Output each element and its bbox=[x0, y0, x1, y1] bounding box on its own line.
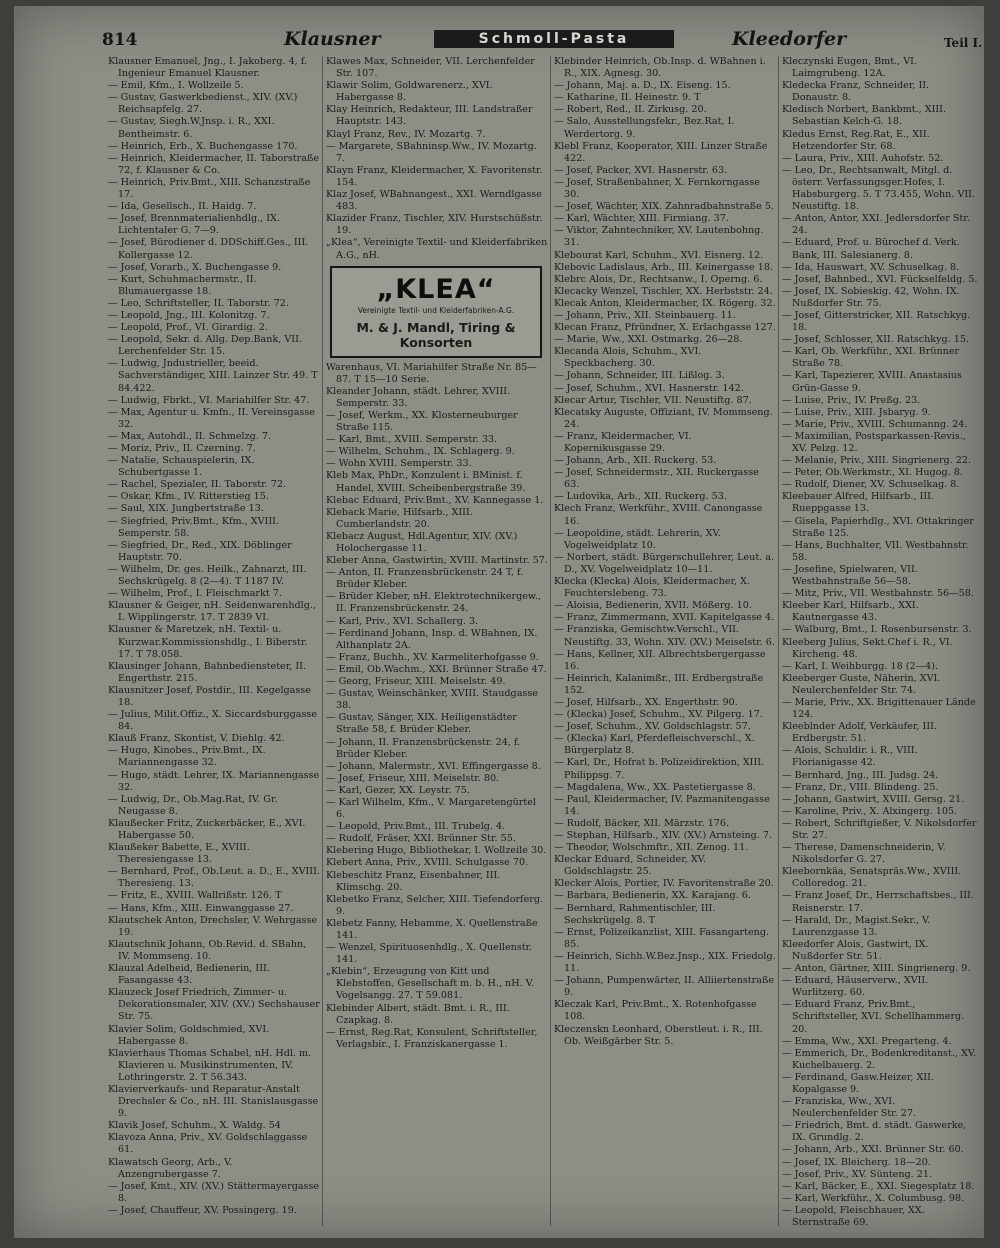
directory-entry: — Karl, Dr., Hofrat b. Polizeidirektion, XIII. Philippsg. 7. bbox=[554, 757, 765, 781]
directory-entry: — Josef, Bürodiener d. DDSchiff.Ges., III. Kollergasse 12. bbox=[108, 237, 309, 261]
directory-entry: — Franz Josef, Dr., Herrschaftsbes., III. Reisnerstr. 17. bbox=[782, 890, 974, 914]
directory-entry: Klausinger Johann, Bahnbediensteter, II. Engerthstr. 215. bbox=[108, 660, 306, 684]
directory-entry: Klavik Josef, Schuhm., X. Waldg. 54 bbox=[108, 1120, 281, 1132]
directory-entry: — Josef, Priv., XV. Sünteng. 21. bbox=[782, 1168, 933, 1180]
column-2-bottom bbox=[326, 362, 548, 1051]
directory-entry: Klauß Franz, Skontist, V. Diehlg. 42. bbox=[108, 733, 285, 745]
directory-entry: Kledecka Franz, Schneider, II. Donaustr. 8. bbox=[782, 80, 930, 104]
directory-entry: — Karl, Priv., XVI. Schallerg. 3. bbox=[326, 615, 479, 627]
directory-entry: — Josef, Schlosser, XII. Ratschkyg. 15. bbox=[782, 334, 970, 346]
directory-entry: Klecacky Wenzel, Tischler, XX. Herbststr. 24. bbox=[554, 285, 773, 297]
directory-entry: „Klebin“, Erzeugung von Kitt und Klebstoffen, Gesellschaft m. b. H., nH. V. Vogelsangg. 27. T 59.081. bbox=[326, 966, 535, 1002]
directory-entry: — Karl Wilhelm, Kfm., V. Margaretengürtel 6. bbox=[326, 796, 536, 821]
directory-entry: — Karl, Bmt., XVIII. Semperstr. 33. bbox=[326, 434, 498, 446]
directory-entry: Klawes Max, Schneider, VII. Lerchenfelder Str. 107. bbox=[326, 56, 535, 80]
directory-entry: — Julius, Milit.Offiz., X. Siccardsburggasse 84. bbox=[108, 709, 318, 733]
directory-entry: — Franz, Dr., VIII. Blindeng. 25. bbox=[782, 781, 939, 793]
directory-entry: — Ludwig, Jndustrieller, beeid. Sachverständiger, XIII. Lainzer Str. 49. T 84.422. bbox=[108, 358, 318, 394]
directory-entry: — Karl, Gezer, XX. Leystr. 75. bbox=[326, 784, 470, 796]
directory-entry: Klebinder Heinrich, Ob.Insp. d. WBahnen i. R., XIX. Agnesg. 30. bbox=[554, 56, 766, 80]
part-label: Teil I. bbox=[944, 36, 983, 50]
directory-entry: Klavier Solim, Goldschmied, XVI. Habergasse 8. bbox=[108, 1023, 270, 1047]
directory-entry: Klawir Solim, Goldwarenerz., XVI. Habergasse 8. bbox=[326, 80, 493, 104]
directory-entry: „Klea“, Vereinigte Textil- und Kleiderfabriken A.G., nH. bbox=[326, 237, 548, 261]
directory-entry: Kleeblnder Adolf, Verkäufer, III. Erdbergstr. 51. bbox=[782, 721, 937, 745]
directory-entry: — Bernhard, Prof., Ob.Leut. a. D., E., XVIII. Theresieng. 13. bbox=[108, 866, 320, 890]
klea-advertisement bbox=[330, 266, 542, 358]
column-4 bbox=[782, 56, 978, 1226]
directory-entry: — Rudolf, Fräser, XXI. Brünner Str. 55. bbox=[326, 833, 516, 845]
directory-entry: — Josef, Kmt., XIV. (XV.) Stättermayergasse 8. bbox=[108, 1180, 320, 1204]
directory-entry: — Hans, Kellner, XII. Albrechtsbergergasse 16. bbox=[554, 648, 766, 672]
directory-entry: — Aloisia, Bedienerin, XVII. Mößerg. 10. bbox=[554, 600, 752, 612]
directory-entry: — Gustav, Siegh.W.Jnsp. i. R., XXI. Bentheimstr. 6. bbox=[108, 116, 275, 140]
column-divider bbox=[778, 56, 779, 1226]
directory-entry: — Anton, II. Franzensbrückenstr. 24 T, f. Brüder Kleber. bbox=[326, 567, 524, 591]
directory-entry: — Eduard Franz, Priv.Bmt., Schriftsteller, XVI. Schellhammerg. 20. bbox=[782, 999, 965, 1035]
directory-entry: — Harald, Dr., Magist.Sekr., V. Laurenzgasse 13. bbox=[782, 914, 931, 938]
directory-entry: Klecan Franz, Pfründner, X. Erlachgasse 127. bbox=[554, 322, 776, 334]
directory-entry: Klecar Artur, Tischler, VII. Neustiftg. 87. bbox=[554, 394, 752, 406]
directory-entry: Klebinder Albert, städt. Bmt. i. R., III. Czapkag. 8. bbox=[326, 1002, 510, 1026]
directory-entry: — Leopoldine, städt. Lehrerin, XV. Vogelweidplatz 10. bbox=[554, 527, 721, 551]
directory-entry: — Ernst, Reg.Rat, Konsulent, Schriftsteller, Verlagsbir., I. Franziskanergasse 1. bbox=[326, 1026, 538, 1050]
directory-entry: — Karl, I. Weihburgg. 18 (2—4). bbox=[782, 660, 939, 672]
directory-entry: — Emma, Ww., XXI. Pregarteng. 4. bbox=[782, 1035, 952, 1047]
directory-entry: Klausner & Geiger, nH. Seidenwarenhdlg., I. Wipplingerstr. 17. T 2839 VI. bbox=[108, 600, 316, 624]
directory-entry: — Josef, IX. Sobieskig. 42, Wohn. IX. Nußdorfer Str. 75. bbox=[782, 285, 960, 309]
directory-entry: — Emil, Ob.Wachm., XXI. Brünner Straße 47. bbox=[326, 663, 547, 675]
directory-entry: — Robert, Red., II. Zirkusg. 20. bbox=[554, 104, 707, 116]
directory-entry: — Siegfried, Priv.Bmt., Kfm., XVIII. Semperstr. 58. bbox=[108, 515, 279, 539]
directory-entry: — Friedrich, Bmt. d. städt. Gaswerke, IX. Grundlg. 2. bbox=[782, 1120, 967, 1144]
directory-entry: Kledisch Norbert, Bankbmt., XIII. Sebastian Kelch-G. 18. bbox=[782, 104, 947, 128]
directory-entry: — Bernhard, Rahmentischler, III. Sechskrügelg. 8. T bbox=[554, 902, 716, 926]
directory-entry: Klautschnik Johann, Ob.Revid. d. SBahn, IV. Mommseng. 10. bbox=[108, 938, 307, 962]
directory-entry: — Laura, Priv., XIII. Auhofstr. 52. bbox=[782, 152, 944, 164]
directory-entry: Klebetko Franz, Selcher, XIII. Tiefendorferg. 9. bbox=[326, 893, 544, 917]
directory-entry: Klebourat Karl, Schuhm., XVI. Eisnerg. 12. bbox=[554, 249, 764, 261]
directory-entry: — Gisela, Papierhdlg., XVI. Ottakringer Straße 125. bbox=[782, 515, 974, 539]
directory-entry: — Josef, Bahnbed., XVI. Fückselfeldg. 5. bbox=[782, 273, 978, 285]
directory-entry: Klautschek Anton, Drechsler, V. Wehrgasse 19. bbox=[108, 914, 318, 938]
directory-entry: — Therese, Damenschneiderin, V. Nikolsdorfer G. 27. bbox=[782, 842, 946, 866]
directory-entry: — Leopold, Jng., III. Kolonitzg. 7. bbox=[108, 309, 270, 321]
page-header bbox=[14, 6, 984, 50]
directory-entry: — Josef, Wächter, XIX. Zahnradbahnstraße 5. bbox=[554, 201, 774, 213]
directory-entry: — Fritz, E., XVIII. Wallrißstr. 126. T bbox=[108, 890, 282, 902]
directory-entry: — Karl, Wächter, XIII. Firmiang. 37. bbox=[554, 213, 729, 225]
column-divider bbox=[550, 56, 551, 1226]
directory-entry: — Franz, Kleidermacher, VI. Kopernikusgasse 29. bbox=[554, 430, 692, 454]
directory-entry: — Gustav, Sänger, XIX. Heiligenstädter Straße 58, f. Brüder Kleber. bbox=[326, 712, 517, 736]
directory-entry: Klaußeker Babette, E., XVIII. Theresiengasse 13. bbox=[108, 842, 250, 866]
directory-entry: — Heinrich, Sichh.W.Bez.Jnsp., XIX. Friedolg. 11. bbox=[554, 950, 776, 975]
directory-entry: — Franz, Zimmermann, XVII. Kapitelgasse 4. bbox=[554, 612, 775, 624]
column-2-top bbox=[326, 56, 548, 262]
directory-entry: Klavoza Anna, Priv., XV. Goldschlaggasse 61. bbox=[108, 1132, 308, 1156]
directory-entry: — Hans, Kfm., XIII. Einwanggasse 27. bbox=[108, 902, 294, 914]
directory-entry: — Karl, Bäcker, E., XXI. Siegesplatz 18. bbox=[782, 1180, 975, 1192]
directory-entry: — Josef, IX. Bleicherg. 18—20. bbox=[782, 1156, 931, 1168]
directory-entry: — Franz, Buchh., XV. Karmeliterhofgasse 9. bbox=[326, 651, 539, 663]
directory-entry: — Josef, Schuhm., XVI. Hasnerstr. 142. bbox=[554, 382, 744, 394]
directory-entry: — Ida, Gesellsch., II. Haidg. 7. bbox=[108, 201, 257, 213]
directory-entry: — Ludwig, Dr., Ob.Mag.Rat, IV. Gr. Neugasse 8. bbox=[108, 793, 278, 817]
directory-entry: — Magdalena, Ww., XX. Pastetiergasse 8. bbox=[554, 781, 756, 793]
directory-entry: — Brüder Kleber, nH. Elektrotechnikergew., II. Franzensbrückenstr. 24. bbox=[326, 591, 542, 615]
directory-entry: — Margarete, SBahninsp.Ww., IV. Mozartg. 7. bbox=[326, 140, 537, 164]
directory-entry: — Heinrich, Kalanimßr., III. Erdbergstraße 152. bbox=[554, 672, 764, 696]
directory-entry: — Norbert, städt. Bürgerschullehrer, Leut. a. D., XV. Vogelweidplatz 10—11. bbox=[554, 551, 775, 575]
directory-entry: — Emmerich, Dr., Bodenkreditanst., XV. Kuchelbauerg. 2. bbox=[782, 1047, 977, 1071]
directory-entry: — Wenzel, Spirituosenhdlg., X. Quellenstr. 141. bbox=[326, 942, 533, 966]
left-running-head: Klausner bbox=[284, 28, 381, 50]
directory-entry: — Melanie, Priv., XIII. Singrienerg. 22. bbox=[782, 455, 972, 467]
directory-entry: Kleeberg Julius, Sekt.Chef i. R., VI. Kircheng. 48. bbox=[782, 636, 953, 660]
directory-entry: — Karl, Tapezierer, XVIII. Anastasius Grün-Gasse 9. bbox=[782, 370, 962, 394]
directory-entry: — Alois, Schuldir. i. R., VIII. Florianigasse 42. bbox=[782, 745, 918, 769]
directory-entry: — Johann, Pumpenwärter, II. Alliiertenstraße 9. bbox=[554, 975, 775, 999]
directory-entry: — Luise, Priv., IV. Preßg. 23. bbox=[782, 394, 921, 406]
directory-entry: — Hugo, städt. Lehrer, IX. Mariannengasse 32. bbox=[108, 769, 320, 793]
directory-entry: — Marie, Priv., XVIII. Schumanng. 24. bbox=[782, 418, 968, 430]
directory-entry: — Josef, Gitterstricker, XII. Ratschkyg. 18. bbox=[782, 309, 971, 334]
directory-entry: — Josef, Friseur, XIII. Meiselstr. 80. bbox=[326, 772, 500, 784]
directory-entry: — Walburg, Bmt., I. Rosenbursenstr. 3. bbox=[782, 624, 972, 636]
directory-entry: Klaußecker Fritz, Zuckerbäcker, E., XVI. Habergasse 50. bbox=[108, 817, 306, 841]
directory-entry: — Leo, Dr., Rechtsanwalt, Mitgl. d. österr. Verfassungsger.Hofes, I. Habsburgerg. 5. T 73.455, Wohn. VII. Neustiftg. 18. bbox=[782, 164, 976, 213]
directory-entry: — Karoline, Priv., X. Alxingerg. 105. bbox=[782, 805, 958, 817]
directory-entry: — Franziska, Gemischtw.Verschl., VII. Neustiftg. 33, Wohn. XIV. (XV.) Meiselstr. 6. bbox=[554, 624, 775, 648]
directory-entry: — Georg, Friseur, XIII. Meiselstr. 49. bbox=[326, 676, 506, 688]
directory-entry: Klebrc Alois, Dr., Rechtsanw., I. Operng. 6. bbox=[554, 273, 763, 285]
directory-entry: — Ludwig, Fbrkt., VI. Mariahilfer Str. 47. bbox=[108, 394, 310, 406]
directory-entry: — Marie, Priv., XX. Brigittenauer Lände 124. bbox=[782, 696, 976, 721]
directory-entry: — Hugo, Kinobes., Priv.Bmt., IX. Mariannengasse 32. bbox=[108, 745, 266, 769]
directory-entry: — Heinrich, Priv.Bmt., XIII. Schanzstraße 17. bbox=[108, 176, 311, 201]
directory-entry: — Johann, Arb., XII. Ruckerg. 53. bbox=[554, 455, 717, 467]
directory-entry: — Mitz, Priv., VII. Westbahnstr. 56—58. bbox=[782, 588, 974, 600]
ad-firm: M. & J. Mandl, Tiring & Konsorten bbox=[356, 319, 516, 350]
directory-entry: — Josef, Brennmaterialienhdlg., IX. Lichtentaler G. 7—9. bbox=[108, 213, 280, 237]
directory-entry: Kleckar Eduard, Schneider, XV. Goldschlagstr. 25. bbox=[554, 854, 706, 878]
directory-entry: — Gustav, Weinschänker, XVIII. Staudgasse 38. bbox=[326, 688, 538, 712]
right-running-head: Kleedorfer bbox=[732, 28, 847, 50]
ad-subtitle: Vereinigte Textil- und Kleiderfabriken-A.G. bbox=[357, 305, 515, 315]
directory-entry: Klauzeck Josef Friedrich, Zimmer- u. Dekorationsmaler, XIV. (XV.) Sechshauser Str. 75. bbox=[108, 987, 320, 1023]
directory-entry: — Moriz, Priv., II. Czerning. 7. bbox=[108, 443, 256, 454]
directory-entry: Kleeber Karl, Hilfsarb., XXI. Kautnergasse 43. bbox=[782, 600, 919, 624]
directory-entry: — Ferdinand Johann, Insp. d. WBahnen, IX. Althanplatz 2A. bbox=[326, 627, 538, 651]
directory-entry: Klausnitzer Josef, Postdir., III. Kegelgasse 18. bbox=[108, 684, 311, 708]
directory-entry: — Karl, Werkführ., X. Columbusg. 98. bbox=[782, 1192, 965, 1204]
directory-entry: — Kurt, Schuhmachermstr., II. Blumauergasse 18. bbox=[108, 273, 257, 297]
directory-entry: — Josefine, Spielwaren, VII. Westbahnstraße 56—58. bbox=[782, 563, 918, 588]
directory-entry: — Maximilian, Postsparkassen-Revis., XV. Pelzg. 12. bbox=[782, 430, 966, 454]
directory-entry: — Gustav, Gaswerkbedienst., XIV. (XV.) Reichsapfelg. 27. bbox=[108, 92, 298, 116]
directory-entry: Kledus Ernst, Reg.Rat, E., XII. Hetzendorfer Str. 68. bbox=[782, 128, 930, 152]
directory-entry: Klecak Anton, Kleidermacher, IX. Rögerg. 32. bbox=[554, 297, 776, 309]
directory-entry: — Natalie, Schauspielerin, IX. Schubertgasse 1. bbox=[108, 455, 255, 479]
directory-entry: — Karl, Ob. Werkführ., XXI. Brünner Straße 78. bbox=[782, 346, 960, 370]
directory-entry: Kleebornkäa, Senatspräs.Ww., XVIII. Colloredog. 21. bbox=[782, 866, 962, 890]
directory-entry: Klecker Alois, Portier, IV. Favoritenstraße 20. bbox=[554, 878, 774, 890]
directory-entry: — Oskar, Kfm., IV. Ritterstieg 15. bbox=[108, 491, 269, 503]
directory-entry: Klebeschitz Franz, Eisenbahner, III. Klimschg. 20. bbox=[326, 869, 501, 893]
directory-entry: — Luise, Priv., XIII. Jsbaryg. 9. bbox=[782, 406, 931, 418]
directory-entry: — Johann, Malermstr., XVI. Effingergasse 8. bbox=[326, 760, 541, 772]
directory-entry: Klecanda Alois, Schuhm., XVI. Speckbacherg. 30. bbox=[554, 346, 702, 370]
directory-entry: Kleedorfer Alois, Gastwirt, IX. Nußdorfer Str. 51. bbox=[782, 938, 929, 962]
directory-entry: — Viktor, Zahntechniker, XV. Lautenbohng. 31. bbox=[554, 225, 764, 249]
directory-entry: — Leopold, Prof., VI. Girardig. 2. bbox=[108, 322, 268, 334]
directory-entry: — Johann, Priv., XII. Steinbauerg. 11. bbox=[554, 309, 736, 321]
directory-entry: — Josef, Werkm., XX. Klosterneuburger Straße 115. bbox=[326, 409, 518, 434]
directory-entry: — Wilhelm, Schuhm., IX. Schlagerg. 9. bbox=[326, 446, 515, 458]
directory-entry: — Josef, Vorarb., X. Buchengasse 9. bbox=[108, 261, 282, 273]
directory-entry: Klausner & Maretzek, nH. Textil- u. Kurzwar.Kommissionshdlg., I. Biberstr. 17. T 78.058. bbox=[108, 624, 308, 660]
directory-entry: Klebl Franz, Kooperator, XIII. Linzer Straße 422. bbox=[554, 140, 768, 164]
directory-entry: — Peter, Ob.Werkmstr., XI. Hugog. 8. bbox=[782, 467, 963, 479]
directory-entry: Kleczak Karl, Priv.Bmt., X. Rotenhofgasse 108. bbox=[554, 999, 757, 1023]
ad-title: „KLEA“ bbox=[376, 273, 496, 305]
directory-page bbox=[14, 6, 984, 1238]
directory-entry: — Wilhelm, Dr. ges. Heilk., Zahnarzt, III. Sechskrügelg. 8 (2—4). T 1187 IV. bbox=[108, 563, 307, 588]
directory-entry: Klayn Franz, Kleidermacher, X. Favoritenstr. 154. bbox=[326, 164, 543, 188]
directory-entry: Klebering Hugo, Bibliothekar, I. Wollzeile 30. bbox=[326, 845, 547, 857]
directory-entry: Kleb Max, PhDr., Konzulent i. BMinist. f. Handel, XVIII. Scheibenbergstraße 39. bbox=[326, 470, 526, 494]
directory-entry: — Johann, Schneider, III. Lißlog. 3. bbox=[554, 370, 725, 382]
directory-entry: — Siegfried, Dr., Red., XIX. Döblinger Hauptstr. 70. bbox=[108, 539, 292, 563]
directory-entry: — Rudolf, Bäcker, XII. Märzstr. 176. bbox=[554, 817, 730, 829]
directory-entry: — Katharine, II. Heinestr. 9. T bbox=[554, 92, 701, 104]
directory-entry: — Heinrich, Erb., X. Buchengasse 170. bbox=[108, 140, 298, 152]
directory-entry: — Bernhard, Jng., III. Judsg. 24. bbox=[782, 769, 939, 781]
directory-entry: — Ludovika, Arb., XII. Ruckerg. 53. bbox=[554, 491, 727, 503]
entry-columns bbox=[108, 56, 984, 1226]
directory-entry: — Salo, Ausstellungsfekr., Bez.Rat, I. Werdertorg. 9. bbox=[554, 116, 735, 140]
directory-entry: — Josef, Packer, XVI. Hasnerstr. 63. bbox=[554, 164, 728, 176]
directory-entry: Klauzal Adelheid, Bedienerin, III. Fasangasse 43. bbox=[108, 963, 270, 987]
directory-entry: Warenhaus, VI. Mariahilfer Straße Nr. 85—87. T 15—10 Serie. bbox=[326, 361, 537, 385]
directory-entry: — Max, Agentur u. Kmfn., II. Vereinsgasse 32. bbox=[108, 406, 315, 430]
directory-entry: Klausner Emanuel, Jng., I. Jakoberg. 4, f. Ingenieur Emanuel Klausner. bbox=[108, 56, 308, 80]
directory-entry: Klawatsch Georg, Arb., V. Anzengrubergasse 7. bbox=[108, 1156, 233, 1180]
directory-entry: — Leo, Schriftsteller, II. Taborstr. 72. bbox=[108, 297, 289, 309]
directory-entry: — Marie, Ww., XXI. Ostmarkg. 26—28. bbox=[554, 334, 743, 346]
directory-entry: — Leopold, Priv.Bmt., III. Trubelg. 4. bbox=[326, 821, 506, 833]
directory-entry: — Josef, Straßenbahner, X. Fernkorngasse 30. bbox=[554, 176, 760, 201]
directory-entry: — Wilhelm, Prof., I. Fleischmarkt 7. bbox=[108, 588, 282, 600]
directory-entry: — Johann, Maj. a. D., IX. Eiseng. 15. bbox=[554, 80, 731, 92]
directory-entry: — Leopold, Sekr. d. Allg. Dep.Bank, VII. Lerchenfelder Str. 15. bbox=[108, 334, 302, 358]
directory-entry: — Anton, Antor, XXI. Jedlersdorfer Str. 24. bbox=[782, 213, 970, 237]
directory-entry: — Emil, Kfm., I. Wollzeile 5. bbox=[108, 80, 244, 92]
directory-entry: Kleebauer Alfred, Hilfsarb., III. Rueppgasse 13. bbox=[782, 491, 934, 515]
directory-entry: — Franziska, Ww., XVI. Neulerchenfelder Str. 27. bbox=[782, 1096, 917, 1120]
directory-entry: — (Klecka) Josef, Schuhm., XV. Pilgerg. 17. bbox=[554, 709, 763, 721]
column-1 bbox=[108, 56, 320, 1226]
directory-entry: — Leopold, Fleischhauer, XX. Sternstraße 69. bbox=[782, 1204, 925, 1226]
directory-entry: Klebac Eduard, Priv.Bmt., XV. Kannegasse 1. bbox=[326, 494, 544, 506]
column-2 bbox=[326, 56, 548, 1226]
directory-entry: Kleber Anna, Gastwirtin, XVIII. Martinstr. 57. bbox=[326, 555, 548, 567]
directory-entry: — Heinrich, Kleidermacher, II. Taborstraße 72, f. Klausner & Co. bbox=[108, 152, 320, 176]
directory-entry: — Paul, Kleidermacher, IV. Pazmanitengasse 14. bbox=[554, 793, 770, 817]
directory-entry: Kleeberger Guste, Näherin, XVI. Neulerchenfelder Str. 74. bbox=[782, 672, 941, 696]
directory-entry: — Josef, Schuhm., XV. Goldschlagstr. 57. bbox=[554, 721, 751, 733]
directory-entry: — Max, Autohdl., II. Schmelzg. 7. bbox=[108, 430, 272, 442]
directory-entry: Klavierverkaufs- und Reparatur-Anstalt Drechsler & Co., nH. III. Stanislausgasse 9. bbox=[108, 1083, 319, 1120]
directory-entry: Klech Franz, Werkführ., XVIII. Canongasse 16. bbox=[554, 503, 763, 527]
column-divider bbox=[322, 56, 323, 1226]
directory-entry: Klebacz August, Hdl.Agentur, XIV. (XV.) Holochergasse 11. bbox=[326, 530, 518, 554]
directory-entry: — Anton, Gärtner, XIII. Singrienerg. 9. bbox=[782, 963, 971, 975]
directory-entry: — Johann, II. Franzensbrückenstr. 24, f. Brüder Kleber. bbox=[326, 736, 521, 760]
directory-entry: Klecka (Klecka) Alois, Kleidermacher, X. Feuchterslebeng. 73. bbox=[554, 576, 751, 600]
directory-entry: — Johann, Gastwirt, XVIII. Gersg. 21. bbox=[782, 793, 965, 805]
directory-entry: Kleczenskn Leonhard, Oberstleut. i. R., III. Ob. Weißgärber Str. 5. bbox=[554, 1023, 763, 1047]
directory-entry: Kleback Marie, Hilfsarb., XIII. Cumberlandstr. 20. bbox=[326, 506, 473, 530]
directory-entry: — Rudolf, Diener, XV. Schuselkag. 8. bbox=[782, 479, 960, 491]
directory-entry: Kleander Johann, städt. Lehrer, XVIII. Semperstr. 33. bbox=[326, 385, 511, 409]
directory-entry: — Johann, Arb., XXI. Brünner Str. 60. bbox=[782, 1144, 964, 1156]
directory-entry: — Rachel, Spezialer, II. Taborstr. 72. bbox=[108, 479, 287, 491]
page-number: 814 bbox=[102, 30, 138, 50]
directory-entry: — Ida, Hauswart, XV. Schuselkag. 8. bbox=[782, 261, 960, 273]
directory-entry: — Eduard, Prof. u. Bürochef d. Verk. Bank, III. Salesianerg. 8. bbox=[782, 237, 960, 261]
directory-entry: — Josef, Schneidermstr., XII. Ruckergasse 63. bbox=[554, 467, 759, 491]
directory-entry: — (Klecka) Karl, Pferdefleischverschl., X. Bürgerplatz 8. bbox=[554, 733, 755, 757]
column-3 bbox=[554, 56, 776, 1226]
directory-entry: — Stephan, Hilfsarb., XIV. (XV.) Arnsteing. 7. bbox=[554, 830, 773, 841]
directory-entry: Klebetz Fanny, Hebamme, X. Quellenstraße 141. bbox=[326, 917, 538, 941]
directory-entry: — Josef, Hilfsarb., XX. Engerthstr. 90. bbox=[554, 696, 738, 708]
directory-entry: Klazider Franz, Tischler, XIV. Hurstschüßstr. 19. bbox=[326, 213, 543, 237]
directory-entry: — Hans, Buchhalter, VII. Westbahnstr. 58. bbox=[782, 539, 969, 563]
directory-entry: — Wohn XVIII. Semperstr. 33. bbox=[326, 458, 472, 470]
directory-entry: Klay Heinrich, Redakteur, III. Landstraßer Hauptstr. 143. bbox=[326, 104, 533, 128]
directory-entry: — Barbara, Bedienerin, XX. Karajang. 6. bbox=[554, 890, 751, 902]
directory-entry: — Ferdinand, Gasw.Heizer, XII. Kopalgasse 9. bbox=[782, 1071, 934, 1095]
directory-entry: — Eduard, Häuserverw., XVII. Wurlitzerg. 60. bbox=[782, 975, 929, 999]
directory-entry: — Robert, Schriftgießer, V. Nikolsdorfer Str. 27. bbox=[782, 817, 977, 841]
directory-entry: Klaz Josef, WBahnangest., XXI. Werndlgasse 483. bbox=[326, 189, 542, 213]
advertising-banner: Schmoll-Pasta bbox=[434, 30, 674, 48]
directory-entry: — Josef, Chauffeur, XV. Possingerg. 19. bbox=[108, 1204, 297, 1216]
directory-entry: Kleczynski Eugen, Bmt., VI. Laimgrubeng. 12A. bbox=[782, 56, 917, 80]
directory-entry: — Theodor, Wolschmftr., XII. Zenog. 11. bbox=[554, 842, 749, 854]
directory-entry: — Saul, XIX. Jungbertstraße 13. bbox=[108, 503, 264, 515]
directory-entry: — Ernst, Polizeikanzlist, XIII. Fasangarteng. 85. bbox=[554, 926, 770, 950]
directory-entry: Klebovic Ladislaus, Arb., III. Keinergasse 18. bbox=[554, 261, 774, 273]
directory-entry: Klayl Franz, Rev., IV. Mozartg. 7. bbox=[326, 128, 486, 140]
directory-entry: Klavierhaus Thomas Schabel, nH. Hdl. m. Klavieren u. Musikinstrumenten, IV. Lothringerstr. 2. T 56.343. bbox=[108, 1047, 312, 1083]
directory-entry: Klecatsky Auguste, Offiziant, IV. Mommseng. 24. bbox=[554, 406, 773, 430]
directory-entry: Klebert Anna, Priv., XVIII. Schulgasse 70. bbox=[326, 857, 529, 869]
